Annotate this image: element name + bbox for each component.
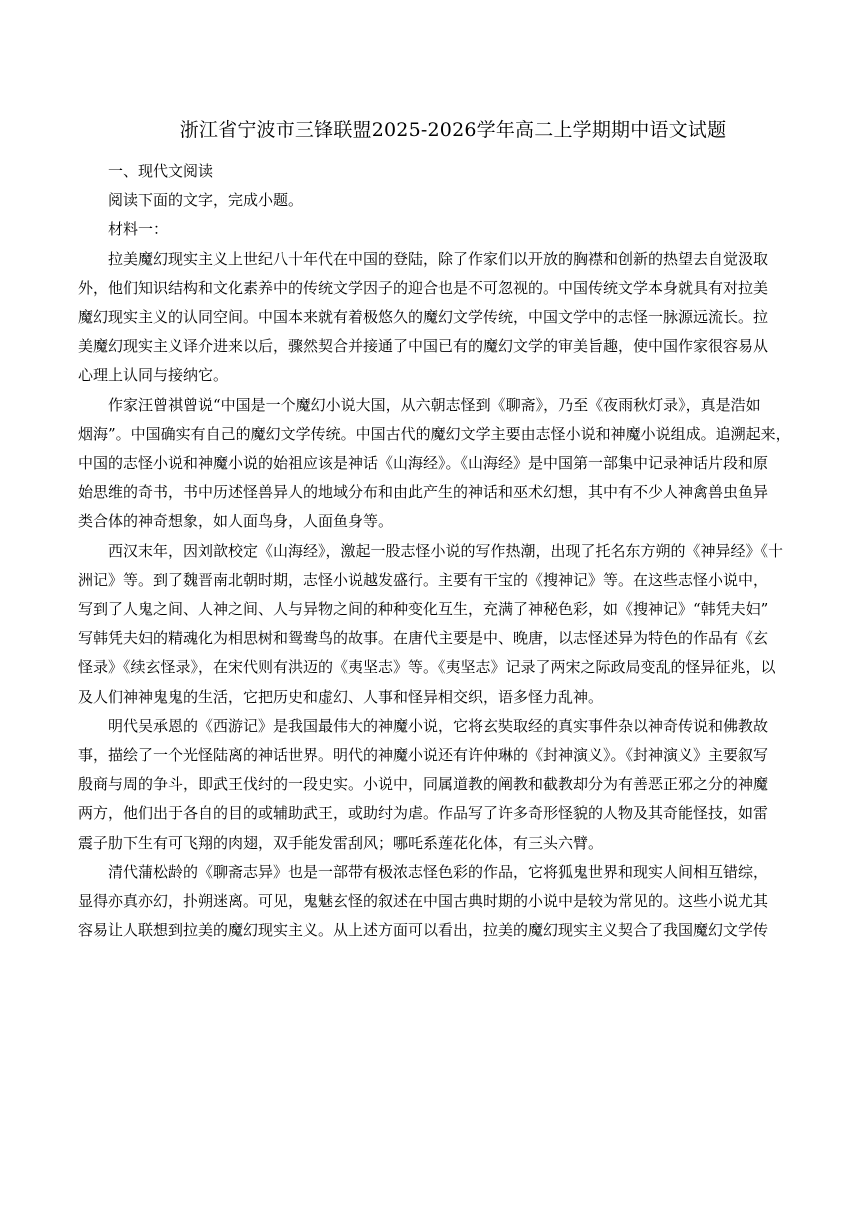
paragraph-4	[78, 712, 798, 858]
paragraph-line: 作家汪曾祺曾说“中国是一个魔幻小说大国，从六朝志怪到《聊斋》，乃至《夜雨秋灯录》，真是浩如	[108, 395, 761, 414]
paragraph-2	[78, 391, 798, 537]
paragraph-line: 清代蒲松龄的《聊斋志异》也是一部带有极浓志怪色彩的作品，它将狐鬼世界和现实人间相互错综，	[108, 862, 769, 881]
paragraph-5	[78, 858, 798, 946]
paragraph-line: 洲记》等。到了魏晋南北朝时期，志怪小说越发盛行。主要有干宝的《搜神记》等。在这些志怪小说中，	[78, 570, 769, 589]
paragraph-line: 外，他们知识结构和文化素养中的传统文学因子的迎合也是不可忽视的。中国传统文学本身就具有对拉美	[78, 278, 769, 297]
paragraph-line: 心理上认同与接纳它。	[78, 366, 229, 385]
paragraph-line: 容易让人联想到拉美的魔幻现实主义。从上述方面可以看出，拉美的魔幻现实主义契合了我国魔幻文学传	[78, 921, 769, 940]
paragraph-line: 及人们神神鬼鬼的生活，它把历史和虚幻、人事和怪异相交织，语多怪力乱神。	[78, 687, 604, 706]
paragraph-line: 美魔幻现实主义译介进来以后，骤然契合并接通了中国已有的魔幻文学的审美旨趣，使中国作家很容易从	[78, 337, 769, 356]
paragraph-line: 写韩凭夫妇的精魂化为相思树和鸳鸯鸟的故事。在唐代主要是中、晚唐，以志怪述异为特色的作品有《玄	[78, 629, 769, 648]
material-label: 材料一：	[108, 220, 169, 239]
paragraph-line: 写到了人鬼之间、人神之间、人与异物之间的种种变化互生，充满了神秘色彩，如《搜神记》“韩凭夫妇”	[78, 600, 769, 619]
paragraph-line: 明代吴承恩的《西游记》是我国最伟大的神魔小说，它将玄奘取经的真实事件杂以神奇传说和佛教故	[108, 716, 769, 735]
document-title: 浙江省宁波市三锋联盟2025-2026学年高二上学期期中语文试题	[179, 119, 727, 141]
paragraph-line: 震子肋下生有可飞翔的肉翅，双手能发雷刮风；哪吒系莲花化体，有三头六臂。	[78, 833, 604, 852]
paragraph-line: 两方，他们出于各自的目的或辅助武王，或助纣为虐。作品写了许多奇形怪貌的人物及其奇能怪技，如雷	[78, 804, 769, 823]
section-heading: 一、现代文阅读	[108, 162, 214, 180]
paragraph-line: 拉美魔幻现实主义上世纪八十年代在中国的登陆，除了作家们以开放的胸襟和创新的热望去自觉汲取	[108, 249, 769, 268]
paragraph-line: 显得亦真亦幻，扑朔迷离。可见，鬼魅玄怪的叙述在中国古典时期的小说中是较为常见的。这些小说尤其	[78, 892, 769, 911]
paragraph-line: 始思维的奇书，书中历述怪兽异人的地域分布和由此产生的神话和巫术幻想，其中有不少人神禽兽虫鱼异	[78, 483, 769, 502]
paragraph-line: 怪录》《续玄怪录》，在宋代则有洪迈的《夷坚志》等。《夷坚志》记录了两宋之际政局变乱的怪异征兆，以	[78, 658, 776, 677]
paragraph-line: 中国的志怪小说和神魔小说的始祖应该是神话《山海经》。《山海经》是中国第一部集中记录神话片段和原	[78, 454, 769, 473]
paragraph-line: 殷商与周的争斗，即武王伐纣的一段史实。小说中，同属道教的阐教和截教却分为有善恶正邪之分的神魔	[78, 775, 769, 794]
paragraph-line: 魔幻现实主义的认同空间。中国本来就有着极悠久的魔幻文学传统，中国文学中的志怪一脉源远流长。拉	[78, 308, 769, 327]
reading-instruction: 阅读下面的文字，完成小题。	[108, 191, 304, 210]
paragraph-line: 事，描绘了一个光怪陆离的神话世界。明代的神魔小说还有许仲琳的《封神演义》。《封神演义》主要叙写	[78, 746, 769, 765]
document-body	[78, 157, 798, 945]
paragraph-1	[78, 245, 798, 391]
paragraph-line: 西汉末年，因刘歆校定《山海经》，激起一股志怪小说的写作热潮，出现了托名东方朔的《神异经》《十	[108, 541, 784, 560]
paragraph-line: 烟海”。中国确实有自己的魔幻文学传统。中国古代的魔幻文学主要由志怪小说和神魔小说组成。追溯起来，	[78, 424, 791, 443]
paragraph-3	[78, 537, 798, 712]
paragraph-line: 类合体的神奇想象，如人面鸟身，人面鱼身等。	[78, 512, 394, 531]
